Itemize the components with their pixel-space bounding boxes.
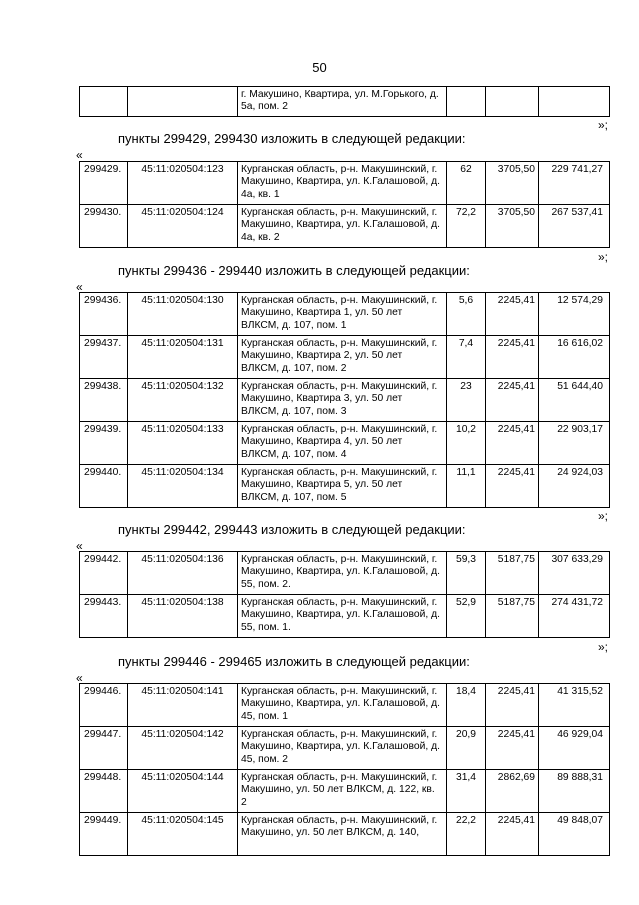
cell-rate <box>486 87 539 117</box>
section-heading: пункты 299436 - 299440 изложить в следующей редакции: <box>118 263 470 278</box>
data-table <box>79 161 610 248</box>
cell-rate: 2245,41 <box>486 379 539 422</box>
cell-rate: 5187,75 <box>486 595 539 638</box>
table-row <box>80 205 610 248</box>
cell-cadastral: 45:11:020504:138 <box>128 595 238 638</box>
cell-value: 12 574,29 <box>539 293 610 336</box>
table-row <box>80 162 610 205</box>
cell-rate: 2245,41 <box>486 727 539 770</box>
data-table <box>79 551 610 638</box>
cell-num: 299438. <box>80 379 128 422</box>
cell-address: Курганская область, р-н. Макушинский, г. Макушино, ул. 50 лет ВЛКСМ, д. 140, <box>238 813 447 856</box>
continuation-table <box>79 86 610 117</box>
cell-num: 299446. <box>80 684 128 727</box>
table-row <box>80 87 610 117</box>
opening-quote: « <box>76 539 83 553</box>
cell-cadastral: 45:11:020504:144 <box>128 770 238 813</box>
section-heading: пункты 299442, 299443 изложить в следующей редакции: <box>118 522 466 537</box>
section-heading: пункты 299446 - 299465 изложить в следующей редакции: <box>118 654 470 669</box>
cell-value: 51 644,40 <box>539 379 610 422</box>
cell-num: 299443. <box>80 595 128 638</box>
cell-num: 299440. <box>80 465 128 508</box>
cell-cadastral: 45:11:020504:136 <box>128 552 238 595</box>
cell-cadastral: 45:11:020504:145 <box>128 813 238 856</box>
cell-area: 22,2 <box>447 813 486 856</box>
cell-num <box>80 87 128 117</box>
cell-address: Курганская область, р-н. Макушинский, г. Макушино, Квартира, ул. К.Галашовой, д. 55, пом. 1. <box>238 595 447 638</box>
cell-rate: 2245,41 <box>486 336 539 379</box>
cell-rate: 2245,41 <box>486 293 539 336</box>
cell-cadastral <box>128 87 238 117</box>
cell-value: 46 929,04 <box>539 727 610 770</box>
cell-address: Курганская область, р-н. Макушинский, г. Макушино, Квартира, ул. К.Галашовой, д. 45, пом. 1 <box>238 684 447 727</box>
cell-address: Курганская область, р-н. Макушинский, г. Макушино, Квартира, ул. К.Галашовой, д. 4а, кв. 1 <box>238 162 447 205</box>
closing-quote: »; <box>597 118 608 132</box>
cell-cadastral: 45:11:020504:124 <box>128 205 238 248</box>
cell-rate: 2245,41 <box>486 422 539 465</box>
table-row <box>80 379 610 422</box>
cell-area: 7,4 <box>447 336 486 379</box>
table-row <box>80 595 610 638</box>
cell-area: 72,2 <box>447 205 486 248</box>
cell-rate: 3705,50 <box>486 162 539 205</box>
data-table <box>79 292 610 508</box>
cell-rate: 2245,41 <box>486 465 539 508</box>
cell-area: 59,3 <box>447 552 486 595</box>
data-table <box>79 683 610 856</box>
cell-rate: 2245,41 <box>486 813 539 856</box>
cell-value: 89 888,31 <box>539 770 610 813</box>
cell-address: Курганская область, р-н. Макушинский, г. Макушино, Квартира 3, ул. 50 лет ВЛКСМ, д. 107, пом. 3 <box>238 379 447 422</box>
cell-num: 299448. <box>80 770 128 813</box>
cell-address: Курганская область, р-н. Макушинский, г. Макушино, Квартира, ул. К.Галашовой, д. 45, пом. 2 <box>238 727 447 770</box>
table-row <box>80 465 610 508</box>
cell-num: 299449. <box>80 813 128 856</box>
table-row <box>80 336 610 379</box>
opening-quote: « <box>76 671 83 685</box>
cell-area: 10,2 <box>447 422 486 465</box>
cell-value: 16 616,02 <box>539 336 610 379</box>
cell-area: 5,6 <box>447 293 486 336</box>
cell-cadastral: 45:11:020504:142 <box>128 727 238 770</box>
cell-num: 299437. <box>80 336 128 379</box>
cell-value: 307 633,29 <box>539 552 610 595</box>
cell-address: Курганская область, р-н. Макушинский, г. Макушино, Квартира 4, ул. 50 лет ВЛКСМ, д. 107, пом. 4 <box>238 422 447 465</box>
table-row <box>80 684 610 727</box>
cell-address: Курганская область, р-н. Макушинский, г. Макушино, Квартира 2, ул. 50 лет ВЛКСМ, д. 107, пом. 2 <box>238 336 447 379</box>
cell-num: 299442. <box>80 552 128 595</box>
cell-rate: 2862,69 <box>486 770 539 813</box>
cell-value <box>539 87 610 117</box>
cell-cadastral: 45:11:020504:133 <box>128 422 238 465</box>
cell-value: 229 741,27 <box>539 162 610 205</box>
table-row <box>80 552 610 595</box>
cell-area: 52,9 <box>447 595 486 638</box>
cell-address: Курганская область, р-н. Макушинский, г. Макушино, Квартира 1, ул. 50 лет ВЛКСМ, д. 107, пом. 1 <box>238 293 447 336</box>
cell-address: Курганская область, р-н. Макушинский, г. Макушино, Квартира, ул. К.Галашовой, д. 4а, кв. 2 <box>238 205 447 248</box>
cell-area: 20,9 <box>447 727 486 770</box>
cell-rate: 2245,41 <box>486 684 539 727</box>
cell-cadastral: 45:11:020504:141 <box>128 684 238 727</box>
closing-quote: »; <box>597 250 608 264</box>
closing-quote: »; <box>597 640 608 654</box>
table-row <box>80 813 610 856</box>
section-heading: пункты 299429, 299430 изложить в следующей редакции: <box>118 131 466 146</box>
cell-address: Курганская область, р-н. Макушинский, г. Макушино, ул. 50 лет ВЛКСМ, д. 122, кв. 2 <box>238 770 447 813</box>
cell-value: 267 537,41 <box>539 205 610 248</box>
cell-value: 24 924,03 <box>539 465 610 508</box>
cell-value: 22 903,17 <box>539 422 610 465</box>
cell-num: 299436. <box>80 293 128 336</box>
cell-cadastral: 45:11:020504:132 <box>128 379 238 422</box>
cell-area: 11,1 <box>447 465 486 508</box>
cell-cadastral: 45:11:020504:130 <box>128 293 238 336</box>
cell-value: 274 431,72 <box>539 595 610 638</box>
cell-num: 299430. <box>80 205 128 248</box>
table-row <box>80 727 610 770</box>
cell-rate: 5187,75 <box>486 552 539 595</box>
cell-num: 299439. <box>80 422 128 465</box>
cell-num: 299447. <box>80 727 128 770</box>
cell-rate: 3705,50 <box>486 205 539 248</box>
cell-num: 299429. <box>80 162 128 205</box>
cell-area <box>447 87 486 117</box>
cell-address: Курганская область, р-н. Макушинский, г. Макушино, Квартира, ул. К.Галашовой, д. 55, пом. 2. <box>238 552 447 595</box>
cell-cadastral: 45:11:020504:134 <box>128 465 238 508</box>
cell-value: 49 848,07 <box>539 813 610 856</box>
cell-area: 31,4 <box>447 770 486 813</box>
cell-area: 18,4 <box>447 684 486 727</box>
closing-quote: »; <box>597 509 608 523</box>
opening-quote: « <box>76 148 83 162</box>
opening-quote: « <box>76 280 83 294</box>
cell-area: 23 <box>447 379 486 422</box>
table-row <box>80 422 610 465</box>
table-row <box>80 770 610 813</box>
cell-cadastral: 45:11:020504:131 <box>128 336 238 379</box>
cell-area: 62 <box>447 162 486 205</box>
cell-value: 41 315,52 <box>539 684 610 727</box>
cell-cadastral: 45:11:020504:123 <box>128 162 238 205</box>
cell-address: Курганская область, р-н. Макушинский, г. Макушино, Квартира 5, ул. 50 лет ВЛКСМ, д. 107, пом. 5 <box>238 465 447 508</box>
cell-address: г. Макушино, Квартира, ул. М.Горького, д. 5а, пом. 2 <box>238 87 447 117</box>
table-row <box>80 293 610 336</box>
page-number: 50 <box>312 60 327 75</box>
